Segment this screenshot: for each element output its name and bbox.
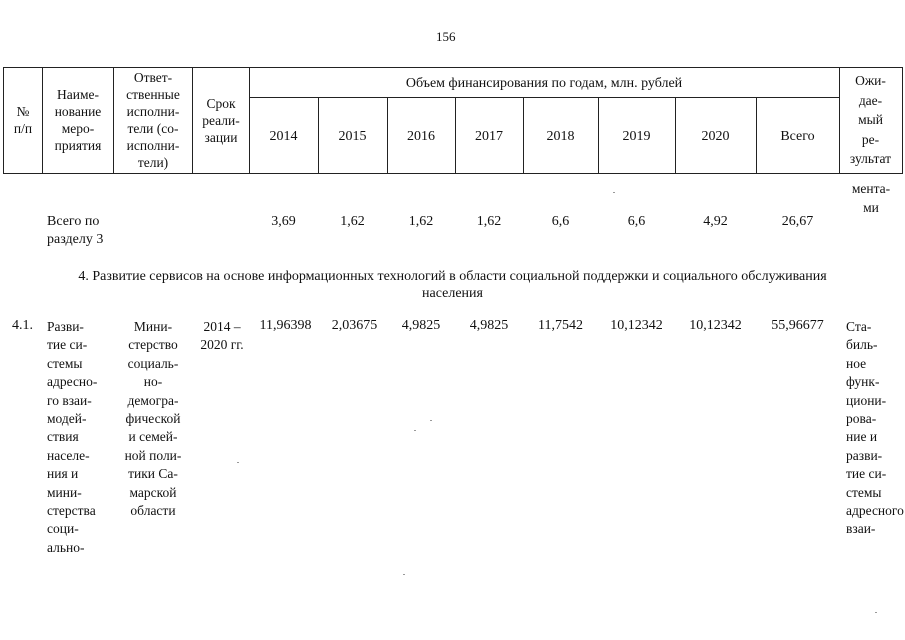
- scan-speck: [237, 462, 239, 463]
- total-2015: 1,62: [340, 214, 365, 229]
- row41-name: Разви- тие си- стемы адресно- го взаи- модей- ствия населе- ния и мини- стерства соци- ально-: [47, 319, 98, 555]
- year-2014: 2014: [269, 129, 298, 144]
- year-2015: 2015: [338, 129, 367, 144]
- row41-responsible: Мини- стерство социаль- но- демогра- фической и семей- ной поли- тики Са- марской области: [124, 319, 182, 519]
- header-term: Срок реали- зации: [202, 96, 240, 145]
- carry-over-text: мента- ми: [851, 181, 891, 215]
- total-2018: 6,6: [551, 214, 570, 229]
- header-name: Наиме- нование меро- приятия: [54, 87, 102, 153]
- year-total: Всего: [780, 129, 815, 144]
- row41-total: 55,96677: [771, 318, 824, 333]
- total-2016: 1,62: [408, 214, 434, 229]
- row41-2019: 10,12342: [610, 318, 663, 333]
- header-responsible: Ответ- ственные исполни- тели (со- исполни- тели): [126, 70, 180, 170]
- header-num: № п/п: [13, 104, 33, 136]
- total-all: 26,67: [781, 214, 814, 229]
- total-2019: 6,6: [627, 214, 646, 229]
- row41-2015: 2,03675: [331, 318, 378, 333]
- scan-speck: [414, 430, 416, 431]
- scan-speck: [613, 192, 615, 193]
- row41-term: 2014 – 2020 гг.: [200, 319, 244, 353]
- total-2020: 4,92: [703, 214, 728, 229]
- section3-total-label: Всего по разделу 3: [47, 214, 104, 247]
- scan-speck: [403, 574, 405, 575]
- year-2019: 2019: [622, 129, 651, 144]
- year-2017: 2017: [475, 129, 503, 144]
- row41-result: Ста- биль- ное функ- циони- рова- ние и разви- тие си- стемы адресного взаи-: [846, 319, 904, 537]
- row41-2020: 10,12342: [689, 318, 742, 333]
- row41-2016: 4,9825: [401, 318, 441, 333]
- header-funding: Объем финансирования по годам, млн. рублей: [405, 76, 683, 91]
- total-2014: 3,69: [271, 214, 296, 229]
- row41-2014: 11,96398: [259, 318, 312, 333]
- scan-speck: [875, 612, 877, 613]
- year-2020: 2020: [701, 129, 730, 144]
- scan-speck: [430, 420, 432, 421]
- year-2018: 2018: [546, 129, 575, 144]
- total-2017: 1,62: [476, 214, 502, 229]
- header-result: Ожи- дае- мый ре- зультат: [849, 73, 892, 166]
- row41-2017: 4,9825: [469, 318, 509, 333]
- year-2016: 2016: [407, 129, 435, 144]
- row41-num: 4.1.: [12, 318, 33, 333]
- section4-title: 4. Развитие сервисов на основе информационных технологий в области социальной поддержки и социального обслуживания населения: [78, 269, 827, 301]
- row41-2018: 11,7542: [538, 318, 583, 333]
- page-number: 156: [436, 29, 456, 44]
